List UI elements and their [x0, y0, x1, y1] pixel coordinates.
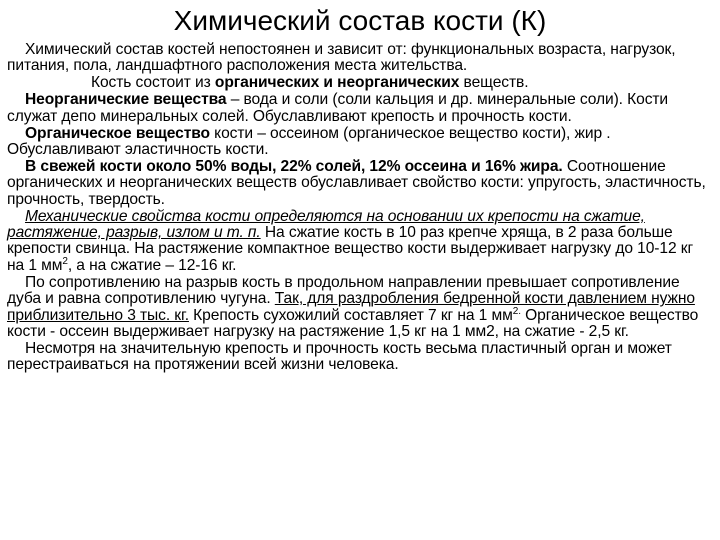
femur-crushing-note: Так, для раздробления бедренной кости давлением нужно приблизительно 3 тыс. кг. [7, 290, 695, 324]
paragraph-bone-substances [7, 75, 713, 91]
paragraph-inorganic [7, 92, 713, 125]
text-run: Соотношение органических и неорганических веществ обуславливает свойство кости: упругость, эластичность, прочность, твердость. [7, 157, 706, 208]
slide-body [7, 42, 713, 374]
term-organic: Органическое вещество [25, 124, 210, 142]
text-run: кости – оссеином (органическое вещество кости), жир . Обуславливают эластичность кости. [7, 124, 611, 158]
paragraph-tensile-resistance [7, 275, 713, 341]
paragraph-composition-factors: Химический состав костей непостоянен и зависит от: функциональных возраста, нагрузок, питания, пола, ландшафтного расположения места жительства. [7, 41, 676, 75]
emphasis-organic-inorganic: органических и неорганических [214, 74, 460, 92]
paragraph-plasticity: Несмотря на значительную крепость и прочность кость весьма пластичный орган и может перестраиваться на протяжении всей жизни человека. [7, 339, 672, 374]
paragraph-organic [7, 126, 713, 159]
text-run: веществ. [459, 74, 529, 92]
text-run: На сжатие кость в 10 раз крепче хряща, в 2 раза больше крепости свинца. На растяжение компактное вещество кости выдерживает нагрузку до 10-12 кг на 1 мм [7, 223, 694, 274]
superscript: 2. [512, 305, 521, 317]
mechanical-properties-definition: Механические свойства кости определяются на основании их крепости на сжатие, растяжение, разрыв, излом и т. п. [7, 207, 645, 241]
term-inorganic: Неорганические вещества [25, 91, 227, 109]
paragraph-mechanical-properties [7, 209, 713, 275]
text-run: Органическое вещество кости - оссеин выдерживает нагрузку на растяжение 1,5 кг на 1 мм2, на сжатие - 2,5 кг. [7, 306, 699, 340]
text-run: – вода и соли (соли кальция и др. минеральные соли). Кости служат депо минеральных солей. Обуславливают крепость и прочность кости. [7, 91, 669, 125]
superscript: 2 [62, 255, 68, 267]
fresh-bone-composition: В свежей кости около 50% воды, 22% солей, 12% оссеина и 16% жира. [25, 157, 563, 175]
text-run: Кость состоит из [91, 74, 215, 92]
paragraph-fresh-bone-ratio [7, 159, 713, 208]
text-run: По сопротивлению на разрыв кость в продольном направлении превышает сопротивление дуба и равна сопротивлению чугуна. [7, 273, 680, 308]
text-run: , а на сжатие – 12-16 кг. [67, 256, 237, 274]
text-run: Крепость сухожилий составляет 7 кг на 1 мм [188, 306, 513, 324]
slide-title: Химический состав кости (К) [173, 5, 547, 36]
